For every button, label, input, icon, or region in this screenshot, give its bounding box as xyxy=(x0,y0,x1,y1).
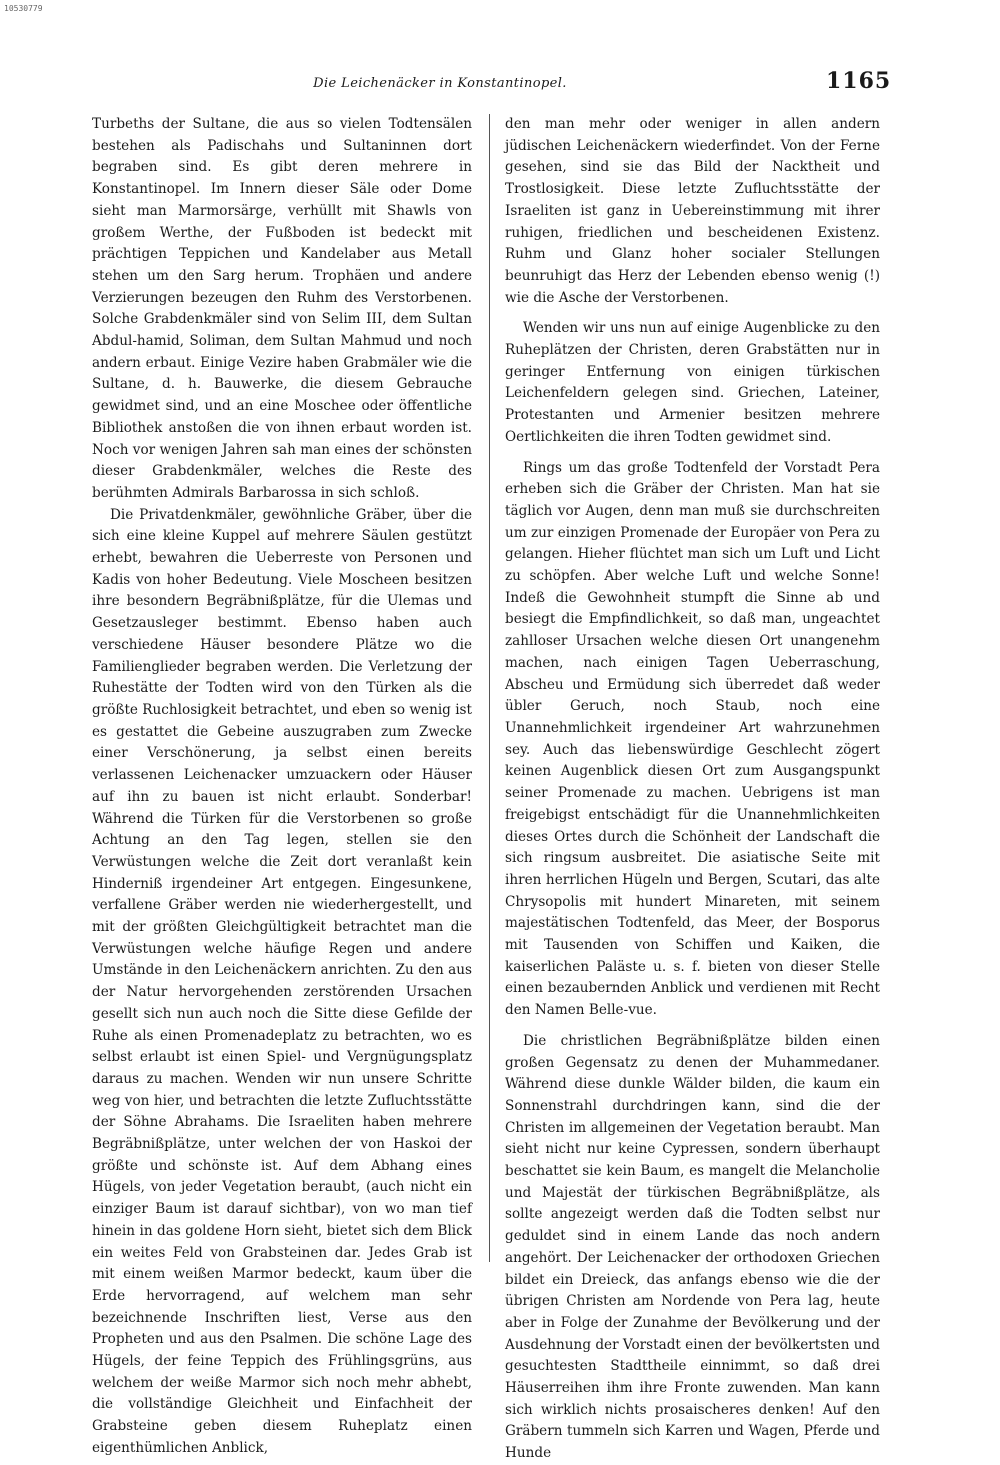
page-number: 1165 xyxy=(826,68,892,94)
paragraph: Wenden wir uns nun auf einige Augenblicke zu den Ruheplätzen der Christen, deren Grabstätten nur in geringer Entfernung von einigen türkischen Leichenfeldern gelegen sind. Griechen, Lateiner, Protestanten und Armenier besitzen mehrere Oertlichkeiten die ihren Todten gewidmet sind. xyxy=(505,320,880,445)
scan-id-stamp: 10530779 xyxy=(4,4,43,13)
left-column xyxy=(92,114,472,1460)
column-divider xyxy=(489,114,490,1262)
paragraph: Die Privatdenkmäler, gewöhnliche Gräber, über die sich eine kleine Kuppel auf mehrere Säulen gestützt erhebt, bewahren die Ueberreste von Personen und Kadis von hoher Bedeutung. Viele Moscheen besitzen ihre besondern Begräbnißplätze, für die Ulemas und Gesetzausleger bestimmt. Ebenso haben auch verschiedene Häuser besondere Plätze wo die Familienglieder begraben werden. Die Verletzung der Ruhestätte der Todten wird von den Türken als die größte Ruchlosigkeit betrachtet, und eben so wenig ist es gestattet die Gebeine auszugraben zum Zwecke einer Verschönerung, ja selbst einen bereits verlassenen Leichenacker umzuackern oder Häuser auf ihn zu bauen ist nicht erlaubt. Sonderbar! Während die Türken für die Verstorbenen so große Achtung an den Tag legen, stellen sie den Verwüstungen welche die Zeit dort veranlaßt kein Hinderniß irgendeiner Art entgegen. Eingesunkene, verfallene Gräber werden nie wiederhergestellt, und mit der größten Gleichgültigkeit betrachtet man die Verwüstungen welche häufige Regen und andere Umstände in den Leichenäckern anrichten. Zu den aus der Natur hervorgehenden zerstörenden Ursachen gesellt sich nun auch noch die Sitte diese Gefilde der Ruhe als einen Promenadeplatz zu betrachten, wo es selbst erlaubt ist einen Spiel- und Vergnügungsplatz daraus zu machen. Wenden wir nun unsere Schritte weg von hier, und betrachten die letzte Zufluchtsstätte der Söhne Abrahams. Die Israeliten haben mehrere Begräbnißplätze, unter welchen der von Haskoi der größte und schönste ist. Auf dem Abhang eines Hügels, von jeder Vegetation beraubt, (auch nicht ein einziger Baum ist darauf sichtbar), von wo man tief hinein in das goldene Horn sieht, bietet sich dem Blick ein weites Feld von Grabsteinen dar. Jedes Grab ist mit einem weißen Marmor bedeckt, kaum über die Erde hervorragend, auf welchem man sehr bezeichnende Inschriften liest, Verse aus den Propheten und aus den Psalmen. Die schöne Lage des Hügels, der feine Teppich des Frühlingsgrüns, aus welchem der weiße Marmor sich noch mehr abhebt, die vollständige Gleichheit und Einfachheit der Grabsteine geben diesem Ruheplatz einen eigenthümlichen Anblick, xyxy=(92,506,472,1456)
paragraph: Die christlichen Begräbnißplätze bilden einen großen Gegensatz zu denen der Muhammedaner. Während diese dunkle Wälder bilden, die kaum ein Sonnenstrahl durchdringen kann, sind die der Christen im allgemeinen der Vegetation beraubt. Man sieht nicht nur keine Cypressen, sondern überhaupt beschattet sie kein Baum, es mangelt die Melancholie und Majestät der türkischen Begräbnißplätze, als sollte angezeigt werden daß die Todten selbst nur geduldet sind in einem Lande das noch andern angehört. Der Leichenacker der orthodoxen Griechen bildet ein Dreieck, das anfangs ebenso wie die der übrigen Christen am Nordende von Pera lag, heute aber in Folge der Zunahme der Bevölkerung und der Ausdehnung der Vorstadt einen der bevölkertsten und gesuchtesten Stadttheile einnimmt, so daß drei Häuserreihen ihm ihre Fronte zuwenden. Man kann sich wirklich nichts prosaischeres denken! Auf den Gräbern tummeln sich Karren und Wagen, Pferde und Hunde xyxy=(505,1032,880,1462)
paragraph: Turbeths der Sultane, die aus so vielen Todtensälen bestehen als Padischahs und Sultaninnen dort begraben sind. Es gibt deren mehrere in Konstantinopel. Im Innern dieser Säle oder Dome sieht man Marmorsärge, verhüllt mit Shawls von großem Werthe, der Fußboden ist bedeckt mit prächtigen Teppichen und Kandelaber aus Metall stehen um den Sarg herum. Trophäen und andere Verzierungen bezeugen den Ruhm des Verstorbenen. Solche Grabdenkmäler sind von Selim III, dem Sultan Abdul-hamid, Soliman, dem Sultan Mahmud und noch andern erbaut. Einige Vezire haben Grabmäler wie die Sultane, d. h. Bauwerke, die diesem Gebrauche gewidmet sind, und an eine Moschee oder öffentliche Bibliothek anstoßen die von ihnen erbaut worden ist. Noch vor wenigen Jahren sah man eines der schönsten dieser Grabdenkmäler, welches die Reste des berühmten Admirals Barbarossa in sich schloß. xyxy=(92,116,472,501)
paragraph: Rings um das große Todtenfeld der Vorstadt Pera erheben sich die Gräber der Christen. Man hat sie täglich vor Augen, denn man muß sie durchschreiten um zur einzigen Promenade der Europäer von Pera zu gelangen. Hieher flüchtet man sich um Luft und Licht zu schöpfen. Aber welche Luft und welche Sonne! Indeß die Gewohnheit stumpft die Sinne ab und besiegt die Empfindlichkeit, so daß man, ungeachtet zahlloser Ursachen welche diesen Ort unangenehm machen, nach einigen Tagen Ueberraschung, Abscheu und Ermüdung sich überredet daß weder übler Geruch, noch Staub, noch eine Unannehmlichkeit irgendeiner Art wahrzunehmen sey. Auch das liebenswürdige Geschlecht zögert keinen Augenblick diesen Ort zum Ausgangspunkt seiner Promenade zu machen. Uebrigens ist man freigebigst entschädigt für die Unannehmlichkeiten dieses Ortes durch die Schönheit der Landschaft die sich ringsum ausbreitet. Die asiatische Seite mit ihren herrlichen Hügeln und Bergen, Scutari, das alte Chrysopolis mit hundert Minareten, mit seinem majestätischen Todtenfeld, das Meer, der Bosporus mit Tausenden von Schiffen und Kaiken, die kaiserlichen Paläste u. s. f. bieten von dieser Stelle einen bezaubernden Anblick und verdienen mit Recht den Namen Belle-vue. xyxy=(505,459,880,1019)
paragraph: den man mehr oder weniger in allen andern jüdischen Leichenäckern wiederfindet. Von der Ferne gesehen, sind sie das Bild der Nacktheit und Trostlosigkeit. Diese letzte Zufluchtsstätte der Israeliten ist ganz in Uebereinstimmung mit ihrer ruhigen, friedlichen und bescheidenen Existenz. Ruhm und Glanz hoher socialer Stellungen beunruhigt das Herz der Lebenden ebenso wenig (!) wie die Asche der Verstorbenen. xyxy=(505,116,880,306)
running-title: Die Leichenäcker in Konstantinopel. xyxy=(313,76,567,91)
right-column xyxy=(505,114,880,1465)
